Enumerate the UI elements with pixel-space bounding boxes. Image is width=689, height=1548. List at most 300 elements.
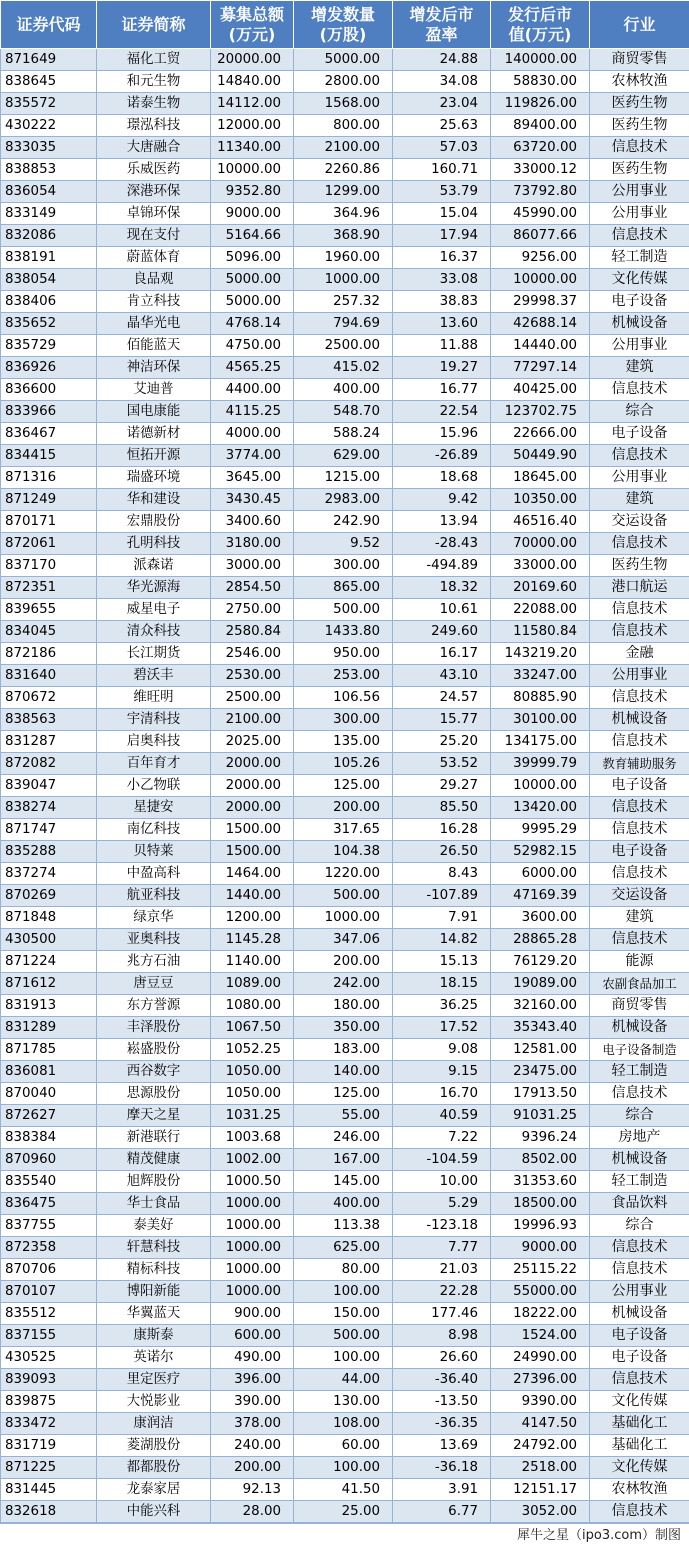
table-row [1, 1303, 689, 1325]
cell-post-pe: 7.91 [393, 907, 491, 929]
cell-post-market-value: 4147.50 [491, 1413, 590, 1435]
cell-code: 833149 [1, 203, 97, 225]
cell-issue-shares: 104.38 [294, 841, 393, 863]
cell-raise-total: 396.00 [211, 1369, 294, 1391]
cell-code: 832618 [1, 1501, 97, 1523]
column-header-text: 证券代码 [1, 15, 96, 35]
column-header-text: 盈率 [393, 25, 490, 45]
table-row [1, 951, 689, 973]
cell-issue-shares: 1433.80 [294, 621, 393, 643]
cell-code: 839875 [1, 1391, 97, 1413]
cell-issue-shares: 1220.00 [294, 863, 393, 885]
cell-post-pe: 53.52 [393, 753, 491, 775]
table-row [1, 357, 689, 379]
cell-post-pe: 7.77 [393, 1237, 491, 1259]
cell-name: 英诺尔 [97, 1347, 211, 1369]
cell-raise-total: 240.00 [211, 1435, 294, 1457]
cell-name: 清众科技 [97, 621, 211, 643]
cell-name: 崧盛股份 [97, 1039, 211, 1061]
cell-issue-shares: 105.26 [294, 753, 393, 775]
cell-post-market-value: 63720.00 [491, 137, 590, 159]
table-header [1, 1, 689, 49]
cell-raise-total: 10000.00 [211, 159, 294, 181]
cell-post-market-value: 119826.00 [491, 93, 590, 115]
cell-issue-shares: 1000.00 [294, 907, 393, 929]
table-row [1, 973, 689, 995]
table-row [1, 247, 689, 269]
table-row [1, 1017, 689, 1039]
cell-raise-total: 4768.14 [211, 313, 294, 335]
cell-industry: 商贸零售 [590, 49, 689, 71]
cell-raise-total: 2580.84 [211, 621, 294, 643]
cell-post-market-value: 24792.00 [491, 1435, 590, 1457]
table-row [1, 665, 689, 687]
cell-raise-total: 12000.00 [211, 115, 294, 137]
cell-post-market-value: 33247.00 [491, 665, 590, 687]
cell-issue-shares: 167.00 [294, 1149, 393, 1171]
table-row [1, 1083, 689, 1105]
cell-post-pe: 18.15 [393, 973, 491, 995]
cell-code: 831289 [1, 1017, 97, 1039]
column-header-text: 增发后市 [393, 5, 490, 25]
cell-code: 837170 [1, 555, 97, 577]
table-row [1, 335, 689, 357]
cell-name: 诺泰生物 [97, 93, 211, 115]
cell-code: 834415 [1, 445, 97, 467]
cell-code: 871785 [1, 1039, 97, 1061]
table-row [1, 203, 689, 225]
cell-code: 871747 [1, 819, 97, 841]
cell-name: 良品观 [97, 269, 211, 291]
cell-issue-shares: 100.00 [294, 1457, 393, 1479]
table-row [1, 687, 689, 709]
cell-industry: 综合 [590, 401, 689, 423]
cell-raise-total: 5000.00 [211, 291, 294, 313]
cell-industry: 农副食品加工 [590, 973, 689, 995]
cell-raise-total: 1003.68 [211, 1127, 294, 1149]
cell-code: 838191 [1, 247, 97, 269]
cell-issue-shares: 1215.00 [294, 467, 393, 489]
cell-post-market-value: 10000.00 [491, 775, 590, 797]
cell-raise-total: 20000.00 [211, 49, 294, 71]
cell-code: 838853 [1, 159, 97, 181]
cell-industry: 综合 [590, 1215, 689, 1237]
cell-post-pe: 9.42 [393, 489, 491, 511]
cell-name: 思源股份 [97, 1083, 211, 1105]
cell-raise-total: 1080.00 [211, 995, 294, 1017]
cell-post-market-value: 33000.00 [491, 555, 590, 577]
column-header-text: 发行后市 [491, 5, 589, 25]
cell-issue-shares: 125.00 [294, 775, 393, 797]
cell-post-market-value: 89400.00 [491, 115, 590, 137]
cell-post-pe: 23.04 [393, 93, 491, 115]
cell-code: 838645 [1, 71, 97, 93]
cell-raise-total: 11340.00 [211, 137, 294, 159]
cell-industry: 公用事业 [590, 203, 689, 225]
table-row [1, 1149, 689, 1171]
cell-post-market-value: 91031.25 [491, 1105, 590, 1127]
cell-issue-shares: 55.00 [294, 1105, 393, 1127]
cell-code: 870706 [1, 1259, 97, 1281]
cell-post-pe: 8.43 [393, 863, 491, 885]
cell-name: 威星电子 [97, 599, 211, 621]
table-row [1, 643, 689, 665]
cell-industry: 信息技术 [590, 533, 689, 555]
cell-name: 国电康能 [97, 401, 211, 423]
cell-name: 康润洁 [97, 1413, 211, 1435]
cell-raise-total: 3180.00 [211, 533, 294, 555]
cell-name: 晶华光电 [97, 313, 211, 335]
cell-code: 430500 [1, 929, 97, 951]
cell-post-pe: 7.22 [393, 1127, 491, 1149]
cell-issue-shares: 113.38 [294, 1215, 393, 1237]
table-row [1, 269, 689, 291]
table-row [1, 555, 689, 577]
cell-code: 836054 [1, 181, 97, 203]
cell-post-market-value: 30100.00 [491, 709, 590, 731]
table-row [1, 511, 689, 533]
cell-post-pe: -26.89 [393, 445, 491, 467]
cell-name: 孔明科技 [97, 533, 211, 555]
cell-industry: 港口航运 [590, 577, 689, 599]
cell-post-pe: 14.82 [393, 929, 491, 951]
cell-post-pe: 160.71 [393, 159, 491, 181]
cell-name: 碧沃丰 [97, 665, 211, 687]
cell-issue-shares: 140.00 [294, 1061, 393, 1083]
cell-issue-shares: 130.00 [294, 1391, 393, 1413]
cell-name: 大悦影业 [97, 1391, 211, 1413]
cell-post-pe: 18.32 [393, 577, 491, 599]
cell-name: 派森诺 [97, 555, 211, 577]
cell-raise-total: 1000.00 [211, 1215, 294, 1237]
cell-post-market-value: 29998.37 [491, 291, 590, 313]
cell-raise-total: 2000.00 [211, 753, 294, 775]
cell-industry: 医药生物 [590, 115, 689, 137]
cell-post-market-value: 45990.00 [491, 203, 590, 225]
cell-issue-shares: 1568.00 [294, 93, 393, 115]
cell-issue-shares: 400.00 [294, 379, 393, 401]
cell-raise-total: 1050.00 [211, 1083, 294, 1105]
cell-code: 835572 [1, 93, 97, 115]
cell-post-pe: 15.77 [393, 709, 491, 731]
cell-name: 华士食品 [97, 1193, 211, 1215]
cell-raise-total: 900.00 [211, 1303, 294, 1325]
cell-raise-total: 1145.28 [211, 929, 294, 951]
cell-post-market-value: 70000.00 [491, 533, 590, 555]
cell-code: 838274 [1, 797, 97, 819]
table-row [1, 115, 689, 137]
cell-issue-shares: 625.00 [294, 1237, 393, 1259]
cell-code: 838563 [1, 709, 97, 731]
cell-industry: 综合 [590, 1105, 689, 1127]
table-row [1, 863, 689, 885]
cell-post-pe: 43.10 [393, 665, 491, 687]
cell-issue-shares: 135.00 [294, 731, 393, 753]
cell-post-pe: 15.13 [393, 951, 491, 973]
cell-code: 872082 [1, 753, 97, 775]
cell-raise-total: 378.00 [211, 1413, 294, 1435]
cell-raise-total: 1031.25 [211, 1105, 294, 1127]
cell-post-market-value: 46516.40 [491, 511, 590, 533]
cell-name: 兆方石油 [97, 951, 211, 973]
cell-name: 航亚科技 [97, 885, 211, 907]
cell-code: 839655 [1, 599, 97, 621]
cell-issue-shares: 865.00 [294, 577, 393, 599]
cell-raise-total: 1500.00 [211, 841, 294, 863]
cell-post-market-value: 22088.00 [491, 599, 590, 621]
cell-issue-shares: 317.65 [294, 819, 393, 841]
cell-issue-shares: 415.02 [294, 357, 393, 379]
cell-post-market-value: 77297.14 [491, 357, 590, 379]
cell-industry: 电子设备 [590, 1347, 689, 1369]
cell-post-market-value: 73792.80 [491, 181, 590, 203]
cell-raise-total: 2750.00 [211, 599, 294, 621]
cell-code: 871612 [1, 973, 97, 995]
cell-name: 福化工贸 [97, 49, 211, 71]
cell-code: 430222 [1, 115, 97, 137]
cell-name: 中能兴科 [97, 1501, 211, 1523]
cell-issue-shares: 5000.00 [294, 49, 393, 71]
cell-name: 百年育才 [97, 753, 211, 775]
table-row [1, 159, 689, 181]
column-header-text: (万股) [294, 25, 392, 45]
cell-post-market-value: 13420.00 [491, 797, 590, 819]
cell-issue-shares: 145.00 [294, 1171, 393, 1193]
cell-industry: 信息技术 [590, 797, 689, 819]
cell-raise-total: 4400.00 [211, 379, 294, 401]
cell-issue-shares: 350.00 [294, 1017, 393, 1039]
cell-name: 菱湖股份 [97, 1435, 211, 1457]
cell-code: 839093 [1, 1369, 97, 1391]
cell-industry: 教育辅助服务 [590, 753, 689, 775]
cell-issue-shares: 125.00 [294, 1083, 393, 1105]
cell-issue-shares: 9.52 [294, 533, 393, 555]
cell-code: 871225 [1, 1457, 97, 1479]
cell-issue-shares: 364.96 [294, 203, 393, 225]
table-row [1, 49, 689, 71]
column-header-text: 值(万元) [491, 25, 589, 45]
cell-raise-total: 600.00 [211, 1325, 294, 1347]
cell-issue-shares: 347.06 [294, 929, 393, 951]
cell-raise-total: 9000.00 [211, 203, 294, 225]
cell-raise-total: 1440.00 [211, 885, 294, 907]
cell-post-pe: 15.96 [393, 423, 491, 445]
cell-raise-total: 5164.66 [211, 225, 294, 247]
cell-raise-total: 200.00 [211, 1457, 294, 1479]
cell-issue-shares: 2983.00 [294, 489, 393, 511]
cell-post-market-value: 12151.17 [491, 1479, 590, 1501]
cell-industry: 信息技术 [590, 599, 689, 621]
cell-post-market-value: 6000.00 [491, 863, 590, 885]
cell-issue-shares: 500.00 [294, 885, 393, 907]
table-row [1, 1127, 689, 1149]
cell-issue-shares: 400.00 [294, 1193, 393, 1215]
cell-post-pe: 25.63 [393, 115, 491, 137]
column-header-issue-shares [294, 1, 393, 49]
cell-raise-total: 1050.00 [211, 1061, 294, 1083]
cell-raise-total: 390.00 [211, 1391, 294, 1413]
cell-industry: 商贸零售 [590, 995, 689, 1017]
cell-industry: 信息技术 [590, 379, 689, 401]
cell-name: 华和建设 [97, 489, 211, 511]
cell-code: 833966 [1, 401, 97, 423]
cell-code: 430525 [1, 1347, 97, 1369]
cell-post-market-value: 2518.00 [491, 1457, 590, 1479]
cell-name: 龙泰家居 [97, 1479, 211, 1501]
cell-code: 870960 [1, 1149, 97, 1171]
table-row [1, 1457, 689, 1479]
cell-name: 艾迪普 [97, 379, 211, 401]
cell-post-pe: -36.40 [393, 1369, 491, 1391]
cell-post-pe: -107.89 [393, 885, 491, 907]
cell-name: 精茂健康 [97, 1149, 211, 1171]
cell-code: 835729 [1, 335, 97, 357]
cell-post-pe: 177.46 [393, 1303, 491, 1325]
table-row [1, 291, 689, 313]
cell-post-market-value: 27396.00 [491, 1369, 590, 1391]
table-row [1, 181, 689, 203]
cell-name: 博阳新能 [97, 1281, 211, 1303]
cell-post-market-value: 50449.90 [491, 445, 590, 467]
cell-name: 中盈高科 [97, 863, 211, 885]
cell-industry: 公用事业 [590, 335, 689, 357]
table-row [1, 1215, 689, 1237]
table-row [1, 929, 689, 951]
cell-post-pe: 13.69 [393, 1435, 491, 1457]
cell-industry: 公用事业 [590, 467, 689, 489]
cell-code: 834045 [1, 621, 97, 643]
cell-code: 870171 [1, 511, 97, 533]
cell-post-market-value: 32160.00 [491, 995, 590, 1017]
cell-industry: 电子设备 [590, 775, 689, 797]
cell-name: 长江期货 [97, 643, 211, 665]
cell-issue-shares: 180.00 [294, 995, 393, 1017]
column-header-code [1, 1, 97, 49]
cell-code: 839047 [1, 775, 97, 797]
cell-post-market-value: 86077.66 [491, 225, 590, 247]
table-row [1, 1171, 689, 1193]
cell-industry: 建筑 [590, 357, 689, 379]
cell-issue-shares: 253.00 [294, 665, 393, 687]
cell-post-pe: 16.70 [393, 1083, 491, 1105]
cell-industry: 轻工制造 [590, 247, 689, 269]
cell-issue-shares: 100.00 [294, 1281, 393, 1303]
cell-name: 东方誉源 [97, 995, 211, 1017]
cell-code: 870672 [1, 687, 97, 709]
table-row [1, 445, 689, 467]
cell-post-market-value: 25115.22 [491, 1259, 590, 1281]
cell-industry: 轻工制造 [590, 1061, 689, 1083]
cell-post-pe: 249.60 [393, 621, 491, 643]
cell-issue-shares: 44.00 [294, 1369, 393, 1391]
cell-post-pe: 17.52 [393, 1017, 491, 1039]
cell-industry: 信息技术 [590, 137, 689, 159]
cell-code: 833472 [1, 1413, 97, 1435]
cell-name: 华翼蓝天 [97, 1303, 211, 1325]
cell-industry: 电子设备 [590, 1325, 689, 1347]
table-row [1, 1413, 689, 1435]
cell-post-market-value: 8502.00 [491, 1149, 590, 1171]
cell-issue-shares: 2100.00 [294, 137, 393, 159]
table-row [1, 599, 689, 621]
cell-industry: 文化传媒 [590, 1391, 689, 1413]
table-row [1, 1391, 689, 1413]
cell-post-market-value: 143219.20 [491, 643, 590, 665]
cell-industry: 公用事业 [590, 1281, 689, 1303]
cell-post-market-value: 28865.28 [491, 929, 590, 951]
cell-industry: 信息技术 [590, 819, 689, 841]
cell-issue-shares: 106.56 [294, 687, 393, 709]
cell-industry: 轻工制造 [590, 1171, 689, 1193]
cell-issue-shares: 588.24 [294, 423, 393, 445]
table-row [1, 753, 689, 775]
cell-industry: 农林牧渔 [590, 71, 689, 93]
cell-raise-total: 9352.80 [211, 181, 294, 203]
cell-issue-shares: 80.00 [294, 1259, 393, 1281]
cell-industry: 信息技术 [590, 731, 689, 753]
cell-post-market-value: 40425.00 [491, 379, 590, 401]
cell-code: 837755 [1, 1215, 97, 1237]
cell-post-pe: 16.17 [393, 643, 491, 665]
cell-post-pe: 9.15 [393, 1061, 491, 1083]
cell-post-market-value: 39999.79 [491, 753, 590, 775]
cell-industry: 食品饮料 [590, 1193, 689, 1215]
cell-raise-total: 1000.00 [211, 1281, 294, 1303]
cell-raise-total: 5096.00 [211, 247, 294, 269]
cell-industry: 信息技术 [590, 1259, 689, 1281]
cell-post-market-value: 35343.40 [491, 1017, 590, 1039]
cell-post-pe: 16.37 [393, 247, 491, 269]
cell-code: 871649 [1, 49, 97, 71]
header-row [1, 1, 689, 49]
table-row [1, 1237, 689, 1259]
cell-name: 摩天之星 [97, 1105, 211, 1127]
cell-name: 恒拓开源 [97, 445, 211, 467]
table-row [1, 1435, 689, 1457]
cell-raise-total: 4000.00 [211, 423, 294, 445]
cell-name: 和元生物 [97, 71, 211, 93]
cell-issue-shares: 150.00 [294, 1303, 393, 1325]
cell-name: 大唐融合 [97, 137, 211, 159]
cell-raise-total: 4115.25 [211, 401, 294, 423]
cell-name: 华光源海 [97, 577, 211, 599]
cell-issue-shares: 100.00 [294, 1347, 393, 1369]
cell-industry: 机械设备 [590, 709, 689, 731]
cell-name: 里定医疗 [97, 1369, 211, 1391]
table-row [1, 1061, 689, 1083]
cell-post-pe: 11.88 [393, 335, 491, 357]
cell-name: 亚奥科技 [97, 929, 211, 951]
cell-code: 836081 [1, 1061, 97, 1083]
cell-industry: 信息技术 [590, 1369, 689, 1391]
cell-issue-shares: 200.00 [294, 951, 393, 973]
cell-post-market-value: 10000.00 [491, 269, 590, 291]
cell-post-market-value: 22666.00 [491, 423, 590, 445]
cell-code: 870107 [1, 1281, 97, 1303]
table-row [1, 401, 689, 423]
cell-code: 838406 [1, 291, 97, 313]
cell-post-market-value: 134175.00 [491, 731, 590, 753]
cell-code: 837155 [1, 1325, 97, 1347]
table-row [1, 1501, 689, 1523]
cell-code: 872627 [1, 1105, 97, 1127]
cell-industry: 信息技术 [590, 621, 689, 643]
cell-name: 乐威医药 [97, 159, 211, 181]
cell-post-market-value: 11580.84 [491, 621, 590, 643]
cell-code: 871224 [1, 951, 97, 973]
cell-raise-total: 1002.00 [211, 1149, 294, 1171]
cell-code: 835652 [1, 313, 97, 335]
